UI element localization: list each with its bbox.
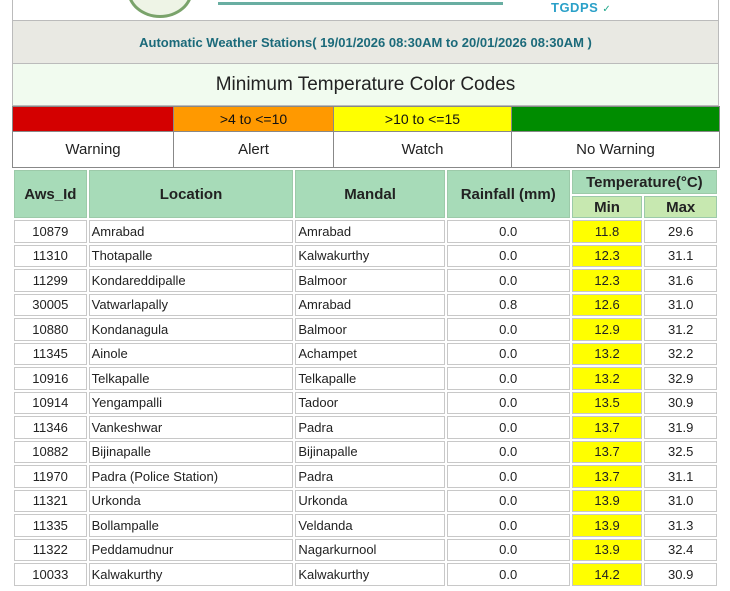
cell-mandal: Kalwakurthy — [295, 563, 444, 586]
color-code-range: >10 to <=15 — [334, 107, 512, 132]
cell-mandal: Urkonda — [295, 490, 444, 513]
color-codes-title: Minimum Temperature Color Codes — [12, 64, 719, 106]
cell-aws-id: 11321 — [14, 490, 87, 513]
cell-aws-id: 10914 — [14, 392, 87, 415]
cell-max-temp: 30.9 — [644, 392, 717, 415]
cell-aws-id: 10882 — [14, 441, 87, 464]
cell-min-temp: 14.2 — [572, 563, 643, 586]
state-emblem-icon — [127, 0, 193, 18]
cell-rainfall: 0.0 — [447, 539, 570, 562]
cell-mandal: Achampet — [295, 343, 444, 366]
cell-min-temp: 12.3 — [572, 245, 643, 268]
cell-max-temp: 31.9 — [644, 416, 717, 439]
cell-aws-id: 11335 — [14, 514, 87, 537]
cell-rainfall: 0.0 — [447, 392, 570, 415]
table-row — [14, 220, 717, 243]
cell-rainfall: 0.0 — [447, 245, 570, 268]
color-code-label: Watch — [334, 132, 512, 168]
header-rainfall[interactable]: Rainfall (mm) — [447, 170, 570, 218]
cell-location: Vankeshwar — [89, 416, 294, 439]
cell-location: Bollampalle — [89, 514, 294, 537]
cell-mandal: Amrabad — [295, 294, 444, 317]
cell-location: Vatwarlapally — [89, 294, 294, 317]
cell-mandal: Balmoor — [295, 269, 444, 292]
cell-max-temp: 32.2 — [644, 343, 717, 366]
cell-min-temp: 13.9 — [572, 490, 643, 513]
cell-rainfall: 0.8 — [447, 294, 570, 317]
table-row — [14, 465, 717, 488]
cell-max-temp: 32.9 — [644, 367, 717, 390]
table-row — [14, 318, 717, 341]
cell-min-temp: 13.5 — [572, 392, 643, 415]
cell-max-temp: 31.1 — [644, 465, 717, 488]
cell-max-temp: 31.6 — [644, 269, 717, 292]
cell-rainfall: 0.0 — [447, 343, 570, 366]
cell-max-temp: 31.1 — [644, 245, 717, 268]
cell-max-temp: 30.9 — [644, 563, 717, 586]
department-banner-icon — [218, 0, 503, 5]
table-row — [14, 343, 717, 366]
cell-location: Peddamudnur — [89, 539, 294, 562]
table-row — [14, 490, 717, 513]
table-row — [14, 269, 717, 292]
table-row — [14, 514, 717, 537]
table-row — [14, 294, 717, 317]
cell-min-temp: 13.9 — [572, 514, 643, 537]
header-max[interactable]: Max — [644, 196, 717, 218]
header-temperature: Temperature(°C) — [572, 170, 717, 194]
cell-min-temp: 13.7 — [572, 416, 643, 439]
report-title: Automatic Weather Stations( 19/01/2026 08:30AM to 20/01/2026 08:30AM ) — [12, 21, 719, 64]
color-code-label: Warning — [13, 132, 174, 168]
cell-location: Urkonda — [89, 490, 294, 513]
cell-rainfall: 0.0 — [447, 514, 570, 537]
color-code-ranges — [13, 107, 720, 132]
cell-aws-id: 10879 — [14, 220, 87, 243]
cell-location: Kalwakurthy — [89, 563, 294, 586]
cell-location: Amrabad — [89, 220, 294, 243]
cell-aws-id: 11970 — [14, 465, 87, 488]
cell-mandal: Padra — [295, 465, 444, 488]
table-row — [14, 392, 717, 415]
cell-mandal: Padra — [295, 416, 444, 439]
cell-rainfall: 0.0 — [447, 465, 570, 488]
cell-max-temp: 31.0 — [644, 294, 717, 317]
tgdps-logo-text: TGDPS — [551, 0, 599, 15]
cell-mandal: Kalwakurthy — [295, 245, 444, 268]
cell-max-temp: 32.5 — [644, 441, 717, 464]
color-code-label: Alert — [174, 132, 334, 168]
cell-location: Kondareddipalle — [89, 269, 294, 292]
cell-location: Thotapalle — [89, 245, 294, 268]
cell-mandal: Balmoor — [295, 318, 444, 341]
cell-max-temp: 32.4 — [644, 539, 717, 562]
cell-rainfall: 0.0 — [447, 416, 570, 439]
cell-aws-id: 30005 — [14, 294, 87, 317]
cell-rainfall: 0.0 — [447, 563, 570, 586]
cell-min-temp: 11.8 — [572, 220, 643, 243]
cell-aws-id: 11299 — [14, 269, 87, 292]
cell-aws-id: 10880 — [14, 318, 87, 341]
cell-aws-id: 10033 — [14, 563, 87, 586]
cell-max-temp: 31.0 — [644, 490, 717, 513]
cell-location: Yengampalli — [89, 392, 294, 415]
table-row — [14, 441, 717, 464]
color-code-range: >15 — [512, 107, 720, 132]
header-min[interactable]: Min — [572, 196, 643, 218]
header-aws-id[interactable]: Aws_Id — [14, 170, 87, 218]
cell-rainfall: 0.0 — [447, 490, 570, 513]
cell-rainfall: 0.0 — [447, 367, 570, 390]
tgdps-logo — [551, 0, 611, 15]
cell-max-temp: 31.3 — [644, 514, 717, 537]
header-location[interactable]: Location — [89, 170, 294, 218]
cell-location: Ainole — [89, 343, 294, 366]
swoosh-icon: ✓ — [602, 4, 612, 15]
table-row — [14, 416, 717, 439]
cell-mandal: Amrabad — [295, 220, 444, 243]
weather-report — [12, 0, 719, 588]
table-row — [14, 563, 717, 586]
cell-mandal: Tadoor — [295, 392, 444, 415]
cell-location: Padra (Police Station) — [89, 465, 294, 488]
cell-mandal: Veldanda — [295, 514, 444, 537]
cell-min-temp: 13.7 — [572, 441, 643, 464]
cell-aws-id: 11322 — [14, 539, 87, 562]
cell-min-temp: 13.2 — [572, 343, 643, 366]
cell-location: Telkapalle — [89, 367, 294, 390]
cell-mandal: Bijinapalle — [295, 441, 444, 464]
cell-mandal: Telkapalle — [295, 367, 444, 390]
cell-max-temp: 31.2 — [644, 318, 717, 341]
logo-header — [12, 0, 719, 21]
cell-aws-id: 11345 — [14, 343, 87, 366]
cell-min-temp: 12.3 — [572, 269, 643, 292]
cell-min-temp: 12.9 — [572, 318, 643, 341]
cell-max-temp: 29.6 — [644, 220, 717, 243]
cell-min-temp: 13.7 — [572, 465, 643, 488]
cell-aws-id: 11346 — [14, 416, 87, 439]
table-row — [14, 539, 717, 562]
cell-rainfall: 0.0 — [447, 318, 570, 341]
cell-min-temp: 13.9 — [572, 539, 643, 562]
cell-mandal: Nagarkurnool — [295, 539, 444, 562]
color-codes-table — [12, 106, 720, 168]
header-mandal[interactable]: Mandal — [295, 170, 444, 218]
cell-min-temp: 13.2 — [572, 367, 643, 390]
cell-location: Kondanagula — [89, 318, 294, 341]
color-code-labels — [13, 132, 720, 168]
cell-rainfall: 0.0 — [447, 269, 570, 292]
color-code-range: <=4 — [13, 107, 174, 132]
table-row — [14, 245, 717, 268]
color-code-label: No Warning — [512, 132, 720, 168]
stations-table — [12, 168, 719, 588]
cell-rainfall: 0.0 — [447, 220, 570, 243]
cell-rainfall: 0.0 — [447, 441, 570, 464]
cell-location: Bijinapalle — [89, 441, 294, 464]
cell-aws-id: 10916 — [14, 367, 87, 390]
cell-min-temp: 12.6 — [572, 294, 643, 317]
stations-table-body — [14, 220, 717, 586]
table-row — [14, 367, 717, 390]
color-code-range: >4 to <=10 — [174, 107, 334, 132]
cell-aws-id: 11310 — [14, 245, 87, 268]
